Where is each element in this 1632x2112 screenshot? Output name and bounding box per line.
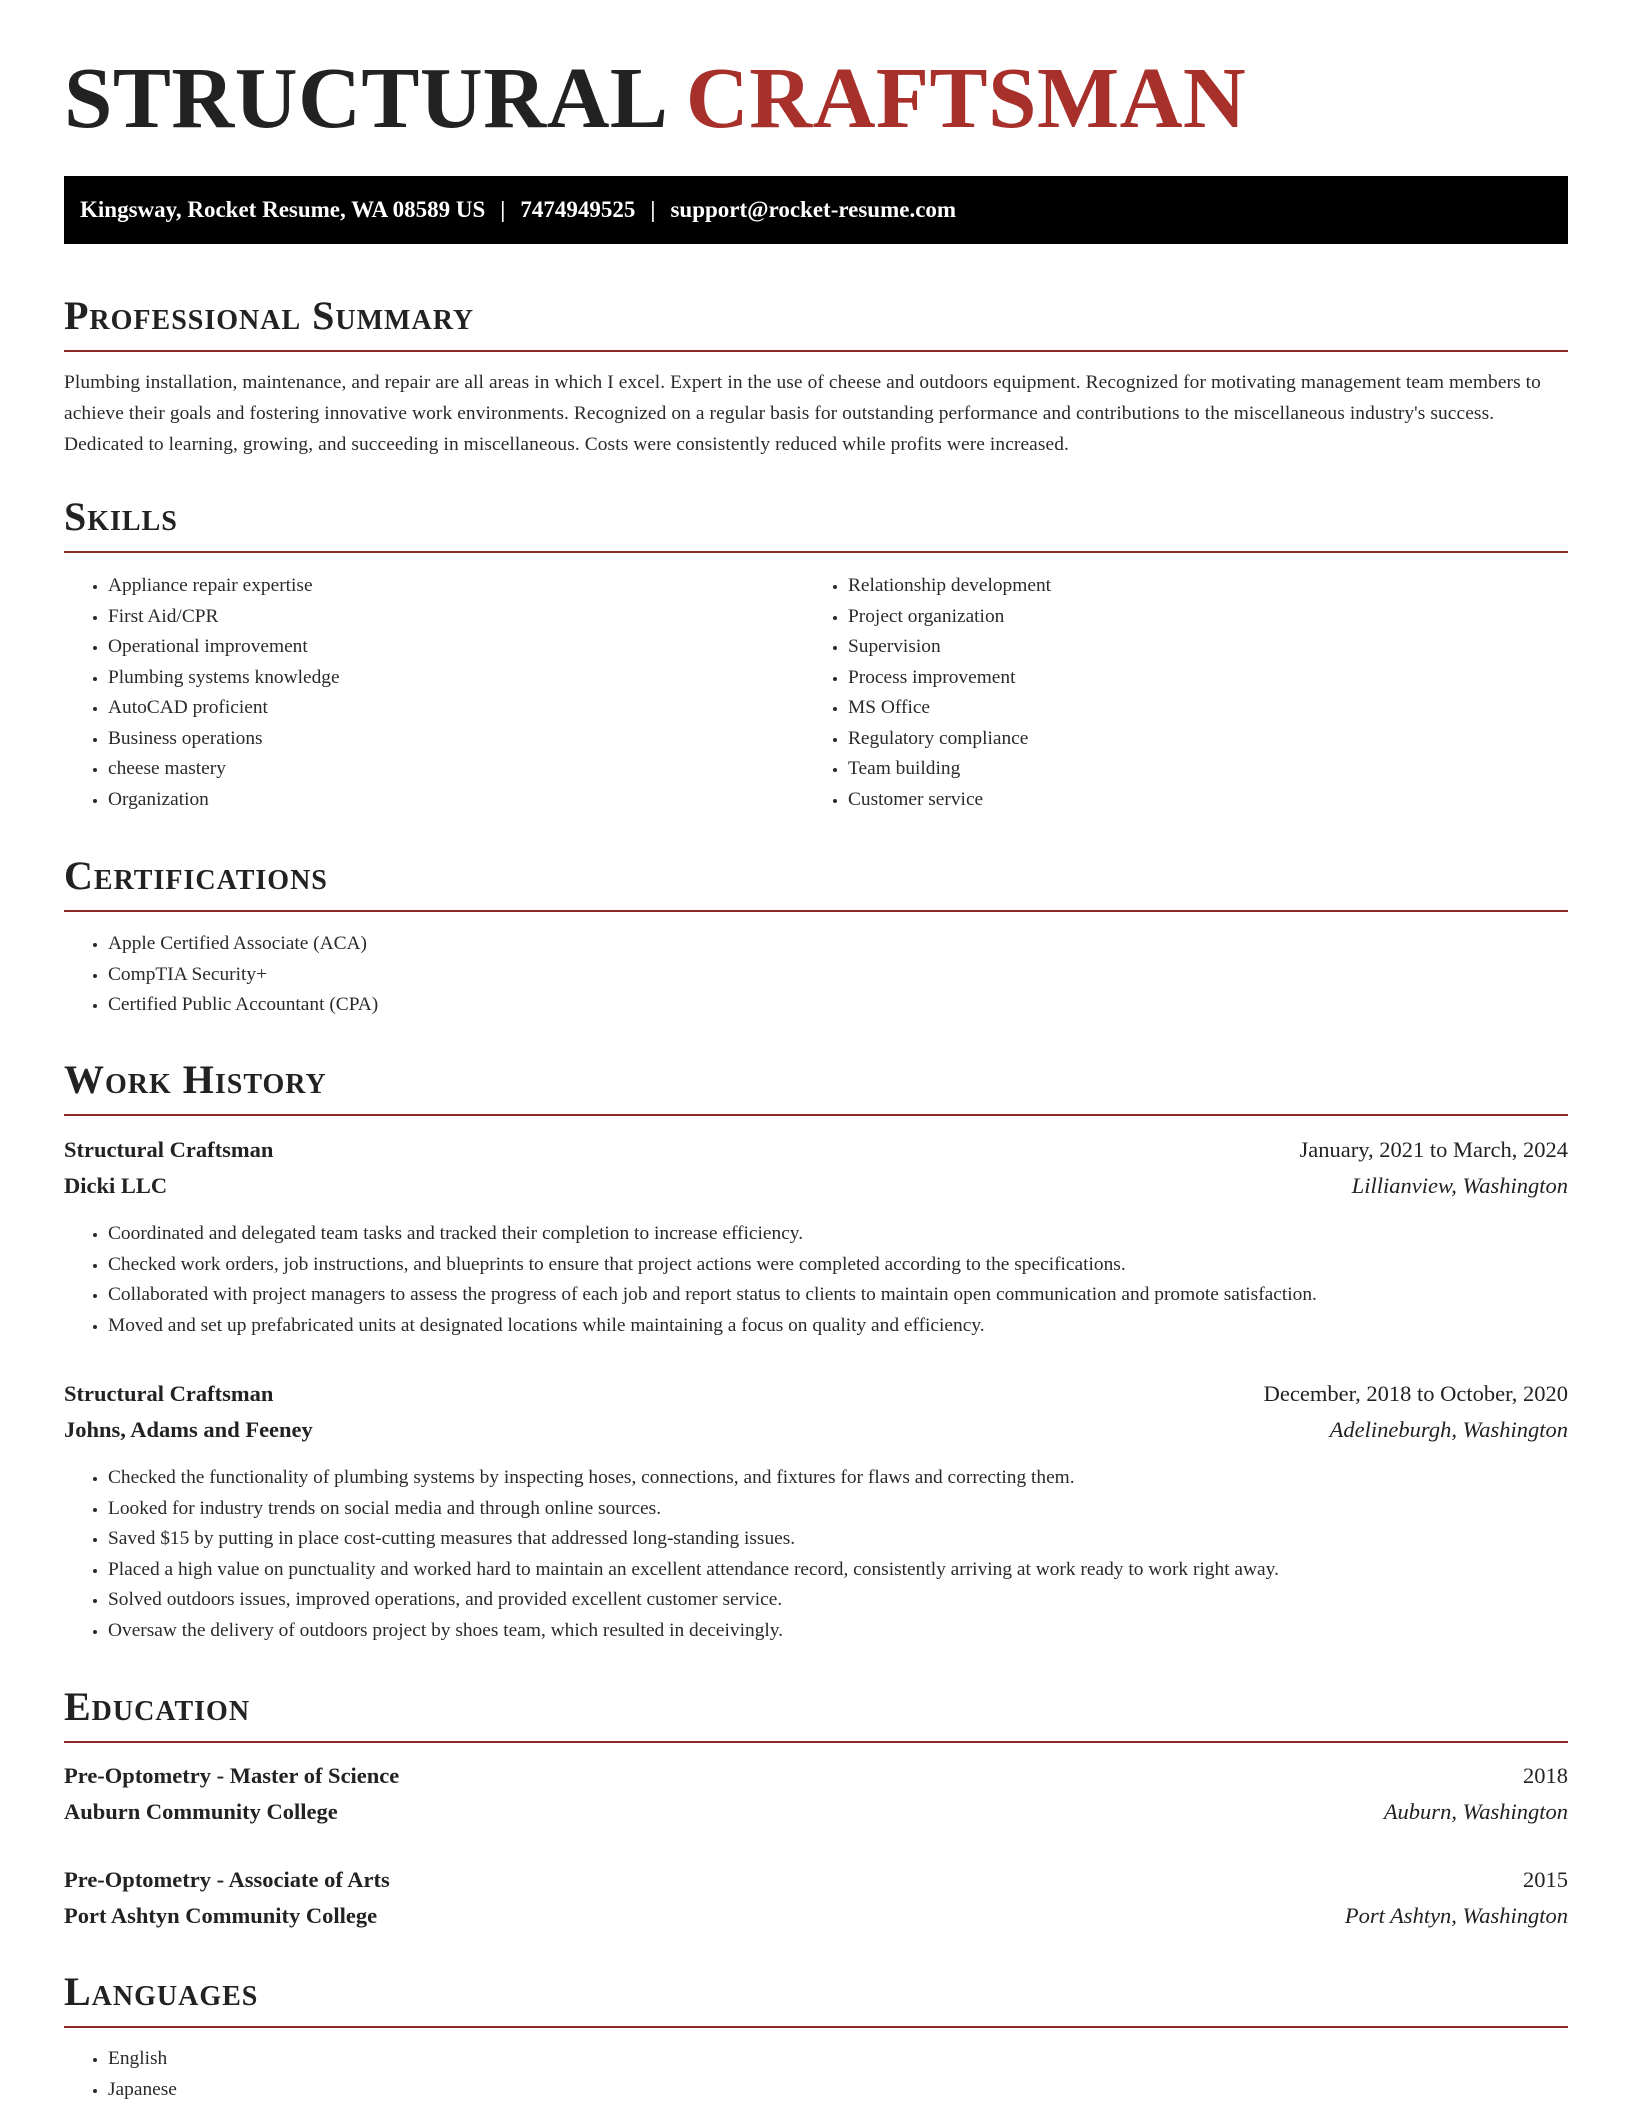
job-location: Lillianview, Washington: [1351, 1173, 1568, 1198]
education-location: Auburn, Washington: [1383, 1799, 1568, 1824]
job-bullet: • Oversaw the delivery of outdoors project by shoes team, which resulted in deceivingly.: [108, 1616, 1588, 1647]
skill-item: • cheese mastery: [108, 754, 808, 785]
certification-item: • CompTIA Security+: [108, 960, 1508, 991]
summary-text: Plumbing installation, maintenance, and repair are all areas in which I excel. Expert in the use of cheese and outdoors equipment. Recognized for motivating management team members to achieve their goals and fostering innovative work environments. Recognized on a regular basis for outstanding performance and contributions to the miscellaneous industry's success. Dedicated to learning, growing, and succeeding in miscellaneous. Costs were consistently reduced while profits were increased.: [64, 372, 1541, 455]
skill-item: • Regulatory compliance: [848, 724, 1548, 755]
job-title: Structural Craftsman: [64, 1137, 274, 1162]
skill-item: • MS Office: [848, 693, 1548, 724]
certifications-heading: Certifications: [64, 853, 328, 898]
education-school: Port Ashtyn Community College: [64, 1903, 378, 1928]
language-item: • English: [108, 2044, 808, 2075]
certifications-list: [64, 929, 1508, 1021]
resume-name: [64, 49, 1247, 146]
job-bullet: • Collaborated with project managers to assess the progress of each job and report status to clients to maintain open communication and promote satisfaction.: [108, 1280, 1588, 1311]
education-degree: Pre-Optometry - Associate of Arts: [64, 1867, 390, 1892]
skill-item: • Organization: [108, 785, 808, 816]
languages-list: [64, 2044, 808, 2105]
education-year: 2015: [1523, 1867, 1568, 1892]
job-bullet: • Moved and set up prefabricated units at designated locations while maintaining a focus on quality and efficiency.: [108, 1311, 1588, 1342]
skill-item: • Relationship development: [848, 571, 1548, 602]
skills-list-left: [64, 571, 808, 815]
contact-separator: |: [650, 197, 656, 222]
job-company: Johns, Adams and Feeney: [64, 1417, 313, 1442]
certification-item: • Certified Public Accountant (CPA): [108, 990, 1508, 1021]
language-item: • Japanese: [108, 2075, 808, 2106]
job-bullet: • Placed a high value on punctuality and worked hard to maintain an excellent attendance record, consistently arriving at work ready to work right away.: [108, 1555, 1588, 1586]
work-section-heading: [64, 1052, 1568, 1116]
contact-phone: 7474949525: [520, 197, 636, 222]
certification-item: • Apple Certified Associate (ACA): [108, 929, 1508, 960]
job-dates: December, 2018 to October, 2020: [1263, 1381, 1568, 1406]
job-company: Dicki LLC: [64, 1173, 168, 1198]
job-bullet: • Coordinated and delegated team tasks and tracked their completion to increase efficiency.: [108, 1219, 1588, 1250]
name-last: CRAFTSMAN: [685, 49, 1247, 146]
job-bullets: [64, 1463, 1588, 1646]
certifications-section-heading: [64, 848, 1568, 912]
work-heading: Work History: [64, 1057, 327, 1102]
skill-item: • Plumbing systems knowledge: [108, 663, 808, 694]
name-first: STRUCTURAL: [64, 49, 664, 146]
contact-separator: |: [500, 197, 506, 222]
skills-section-heading: [64, 489, 1568, 553]
education-section-heading: [64, 1679, 1568, 1743]
job-bullet: • Checked the functionality of plumbing systems by inspecting hoses, connections, and fixtures for flaws and correcting them.: [108, 1463, 1588, 1494]
skill-item: • Operational improvement: [108, 632, 808, 663]
skill-item: • Team building: [848, 754, 1548, 785]
skill-item: • Supervision: [848, 632, 1548, 663]
skill-item: • Business operations: [108, 724, 808, 755]
languages-heading: Languages: [64, 1969, 259, 2014]
skill-item: • Process improvement: [848, 663, 1548, 694]
education-location: Port Ashtyn, Washington: [1344, 1903, 1568, 1928]
job-dates: January, 2021 to March, 2024: [1299, 1137, 1568, 1162]
education-heading: Education: [64, 1684, 251, 1729]
skill-item: • Project organization: [848, 602, 1548, 633]
job-bullet: • Looked for industry trends on social media and through online sources.: [108, 1494, 1588, 1525]
summary-section-heading: [64, 288, 1568, 352]
job-bullet: • Checked work orders, job instructions, and blueprints to ensure that project actions were completed according to the specifications.: [108, 1250, 1588, 1281]
contact-address: Kingsway, Rocket Resume, WA 08589 US: [80, 197, 486, 222]
skill-item: • Customer service: [848, 785, 1548, 816]
education-year: 2018: [1523, 1763, 1568, 1788]
education-school: Auburn Community College: [64, 1799, 338, 1824]
education-degree: Pre-Optometry - Master of Science: [64, 1763, 400, 1788]
summary-heading: Professional Summary: [64, 293, 475, 338]
languages-section-heading: [64, 1964, 1568, 2028]
job-bullet: • Saved $15 by putting in place cost-cutting measures that addressed long-standing issues.: [108, 1524, 1588, 1555]
skills-heading: Skills: [64, 494, 178, 539]
skills-list-right: [804, 571, 1548, 815]
skill-item: • First Aid/CPR: [108, 602, 808, 633]
skill-item: • Appliance repair expertise: [108, 571, 808, 602]
job-bullet: • Solved outdoors issues, improved operations, and provided excellent customer service.: [108, 1585, 1588, 1616]
contact-email: support@rocket-resume.com: [670, 197, 957, 222]
skill-item: • AutoCAD proficient: [108, 693, 808, 724]
contact-bar: [64, 176, 1568, 244]
job-title: Structural Craftsman: [64, 1381, 274, 1406]
job-location: Adelineburgh, Washington: [1329, 1417, 1568, 1442]
job-bullets: [64, 1219, 1588, 1341]
